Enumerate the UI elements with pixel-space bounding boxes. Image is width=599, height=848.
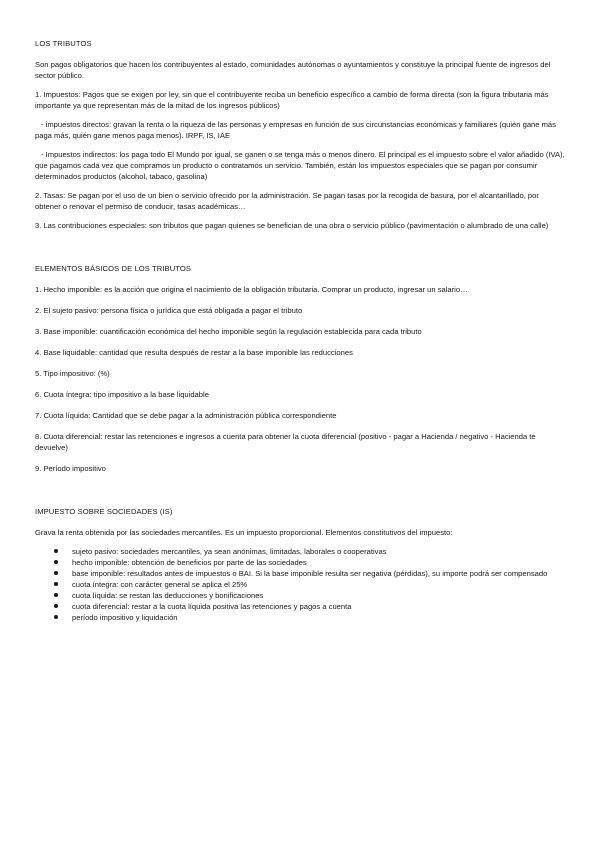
bullet-icon (54, 615, 58, 619)
bullet-icon (54, 593, 58, 597)
bullet-icon (54, 549, 58, 553)
bullet-icon (54, 571, 58, 575)
section-title-impuesto-sociedades: IMPUESTO SOBRE SOCIEDADES (IS) (35, 507, 173, 516)
list-item: 1. Hecho imponible: es la acción que origina el nacimiento de la obligación tributaria. Comprar un producto, ingresar un salario… (35, 285, 468, 294)
list-item: 5. Tipo impositivo: (%) (35, 369, 110, 378)
list-item: 8. Cuota diferencial: restar las retenciones e ingresos a cuenta para obtener la cuota diferencial (positivo - pagar a Hacienda / negativo - Hacienda te devuelve) (35, 432, 536, 452)
paragraph-is-intro: Grava la renta obtenida por las sociedades mercantiles. Es un impuesto proporcional. Elementos constitutivos del impuesto: (35, 528, 453, 537)
document-body (35, 38, 565, 623)
section-title-elementos: ELEMENTOS BÁSICOS DE LOS TRIBUTOS (35, 264, 192, 273)
elementos-list (35, 284, 565, 474)
list-item: base imponible: resultados antes de impuestos o BAI. Si la base imponible resulta ser negativa (pérdidas), su importe podrá ser compensado (72, 568, 565, 579)
paragraph-impuestos: 1. Impuestos: Pagos que se exigen por ley, sin que el contribuyente reciba un beneficio específico a cambio de forma directa (son la figura tributaria más importante ya que representan más de la mitad de los ingresos públicos) (35, 90, 549, 110)
paragraph-impuestos-directos: - impuestos directos: gravan la renta o la riqueza de las personas y empresas en función de sus circunstancias económicas y familiares (quién gane más paga más, quién gane menos paga menos). IRPF, IS, IAE (35, 120, 556, 140)
list-item: 3. Base imponible: cuantificación económica del hecho imponible según la regulación establecida para cada tributo (35, 327, 422, 336)
list-item: cuota líquida: se restan las deducciones y bonificaciones (72, 590, 565, 601)
bullet-icon (54, 582, 58, 586)
list-item: período impositivo y liquidación (72, 612, 565, 623)
paragraph-contribuciones: 3. Las contribuciones especiales: son tributos que pagan quienes se benefician de una obra o servicio público (pavimentación o alumbrado de una calle) (35, 221, 549, 230)
section-title-tributos: LOS TRIBUTOS (35, 39, 92, 48)
list-item: cuota diferencial: restar a la cuota líquida positiva las retenciones y pagos a cuenta (72, 601, 565, 612)
paragraph-intro: Son pagos obligatorios que hacen los contribuyentes al estado, comunidades autónomas o ayuntamientos y constituye la principal fuente de ingresos del sector público. (35, 60, 551, 80)
list-item: 7. Cuota líquida: Cantidad que se debe pagar a la administración pública correspondiente (35, 411, 337, 420)
list-item: 9. Período impositivo (35, 464, 106, 473)
list-item: 2. El sujeto pasivo: persona física o jurídica que está obligada a pagar el tributo (35, 306, 303, 315)
bullet-icon (54, 604, 58, 608)
list-item: 4. Base liquidable: cantidad que resulta después de restar a la base imponible las reducciones (35, 348, 353, 357)
list-item: 6. Cuota íntegra: tipo impositivo a la base liquidable (35, 390, 209, 399)
bullet-icon (54, 560, 58, 564)
paragraph-tasas: 2. Tasas: Se pagan por el uso de un bien o servicio ofrecido por la administración. Se pagan tasas por la recogida de basura, por el alcantarillado, por obtener o renovar el permiso de conducir, tasas académicas… (35, 191, 539, 211)
paragraph-impuestos-indirectos: - Impuestos indirectos: los paga todo El Mundo por igual, se ganen o se tenga más o menos dinero. El principal es el impuesto sobre el valor añadido (IVA), que pagamos cada vez que compramos un producto o contratamos un servicio. También, están los impuestos especiales que se pagan por consumir determinados productos (alcohol, tabaco, gasolina) (35, 150, 565, 181)
list-item: hecho imponible: obtención de beneficios por parte de las sociedades (72, 557, 565, 568)
list-item: cuota íntegra: con carácter general se aplica el 25% (72, 579, 565, 590)
list-item: sujeto pasivo: sociedades mercantiles, ya sean anónimas, limitadas, laborales o cooperativas (72, 546, 565, 557)
is-bullet-list (35, 546, 565, 623)
